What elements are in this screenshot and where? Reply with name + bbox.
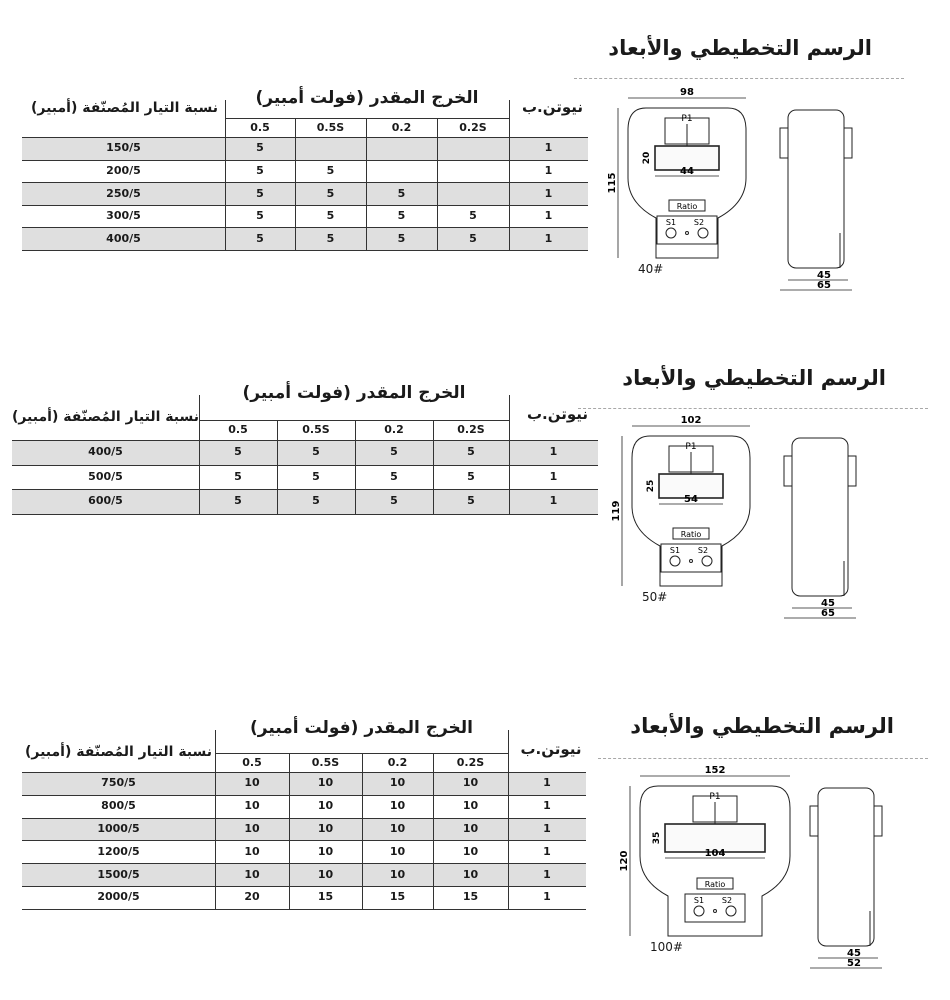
ratio-label: Ratio [704,880,726,889]
s2-label: S2 [697,546,709,555]
output-cell: 10 [244,799,260,813]
ratio-header: نسبة التيار المُصنّفة (أمبير) [30,100,219,116]
output-cell: 10 [244,844,260,858]
window-width-dimension: 104 [704,848,726,859]
output-cell: 5 [312,494,320,508]
output-cell: 10 [317,867,334,881]
width-dimension: 102 [680,415,702,426]
accuracy-class-header: 0.2 [384,423,404,436]
side-clamp-left [784,456,792,486]
row-rule [12,465,598,466]
output-cell: 10 [317,822,334,835]
p1-label: P1 [685,442,697,452]
side-view-outline [818,788,874,946]
output-rule [199,420,509,421]
output-cell: 10 [244,822,260,835]
center-hole [686,232,689,235]
height-dimension: 119 [611,500,622,522]
row-rule [22,909,586,910]
turns-cell: 1 [544,209,553,223]
turns-cell: 1 [543,867,551,881]
side-inner-dimension: 45 [817,270,831,281]
turns-header: نيوتن.ب [520,740,582,758]
accuracy-class-header: 0.5 [250,121,270,134]
output-cell: 5 [326,163,335,177]
ratio-cell: 750/5 [101,776,136,790]
turns-cell: 1 [544,186,553,200]
output-cell: 5 [234,469,242,483]
output-cell: 10 [244,776,260,790]
s2-screw [702,556,712,566]
ratio-cell: 300/5 [106,209,141,223]
accuracy-class-header: 0.2 [391,121,412,134]
turns-cell: 1 [549,494,558,508]
ratio-label: Ratio [676,202,698,211]
output-cell: 10 [317,799,334,813]
title-divider [598,758,928,759]
title-divider [574,78,904,79]
model-number: 40# [638,262,664,276]
s1-screw [666,228,676,238]
output-cell: 5 [467,469,475,483]
row-rule [22,863,586,864]
output-cell: 10 [389,844,406,858]
output-cell: 5 [469,209,477,223]
ratio-cell: 800/5 [101,799,136,813]
ratio-label: Ratio [680,530,702,539]
window-height-dimension: 35 [652,831,662,845]
accuracy-class-header: 0.2S [459,121,487,134]
output-cell: 10 [317,844,334,858]
turns-header: نيوتن.ب [526,405,589,423]
output-cell: 10 [462,776,479,790]
output-cell: 10 [317,776,334,790]
accuracy-class-header: 0.5S [311,756,340,769]
turns-cell: 1 [544,231,553,245]
output-cell: 5 [256,209,264,223]
output-cell: 10 [389,867,406,881]
turns-cell: 1 [544,163,553,177]
output-cell: 5 [234,494,242,508]
output-cell: 15 [462,890,479,904]
output-cell: 10 [462,844,479,858]
turns-cell: 1 [543,890,551,904]
accuracy-class-header: 0.2S [456,756,485,769]
model-number: 50# [642,590,668,604]
ratio-cell: 200/5 [106,163,141,177]
ratio-header: نسبة التيار المُصنّفة (أمبير) [24,744,213,760]
row-rule [22,250,588,251]
output-cell: 5 [390,494,398,508]
output-cell: 10 [462,867,479,881]
row-rule [22,137,588,138]
output-cell: 5 [234,445,242,459]
output-cell: 15 [389,890,406,904]
turns-cell: 1 [543,776,551,790]
output-cell: 10 [462,822,479,835]
output-cell: 20 [244,890,260,904]
ratio-cell: 1200/5 [97,844,140,858]
center-hole [714,910,717,913]
output-header: الخرج المقدر (فولت أمبير) [255,88,479,108]
turns-cell: 1 [543,799,551,813]
side-clamp-left [780,128,788,158]
column-rule [295,118,296,250]
column-rule [508,730,509,909]
output-cell: 5 [397,209,406,223]
output-cell: 5 [467,494,475,508]
model-number: 100# [650,940,683,954]
output-cell: 5 [326,186,335,200]
p1-label: P1 [681,114,693,124]
row-rule [22,818,586,819]
ratio-header: نسبة التيار المُصنّفة (أمبير) [11,409,199,425]
column-rule [437,118,438,250]
output-cell: 5 [390,469,398,483]
s2-screw [698,228,708,238]
side-clamp-right [874,806,882,836]
accuracy-class-header: 0.5S [302,423,330,436]
row-rule [12,440,598,441]
turns-cell: 1 [543,844,551,858]
row-rule [22,772,586,773]
output-cell: 5 [256,163,264,177]
row-rule [22,205,588,206]
width-dimension: 152 [704,765,726,776]
output-cell: 5 [312,469,320,483]
turns-cell: 1 [549,445,558,459]
row-rule [22,840,586,841]
row-rule [12,489,598,490]
output-cell: 10 [389,776,406,790]
section-title: الرسم التخطيطي والأبعاد [622,366,886,390]
column-rule [366,118,367,250]
ratio-cell: 400/5 [88,445,123,459]
dimension-drawing [611,414,914,619]
row-rule [12,514,598,515]
output-cell: 10 [244,867,260,881]
accuracy-class-header: 0.5S [316,121,345,134]
output-rule [225,118,509,119]
side-outer-dimension: 65 [821,608,835,619]
s1-label: S1 [669,546,681,555]
side-outer-dimension: 65 [817,280,831,291]
output-header: الخرج المقدر (فولت أمبير) [249,718,473,738]
output-header: الخرج المقدر (فولت أمبير) [242,383,466,403]
height-dimension: 115 [607,172,618,194]
height-dimension: 120 [619,850,630,872]
row-rule [22,160,588,161]
output-cell: 10 [462,799,479,813]
window-height-dimension: 20 [642,151,652,165]
row-rule [22,795,586,796]
center-hole [690,560,693,563]
accuracy-class-header: 0.2 [387,756,408,769]
ratio-cell: 1000/5 [97,822,140,835]
s1-label: S1 [693,896,705,905]
ratio-cell: 600/5 [88,494,123,508]
accuracy-class-header: 0.5 [242,756,262,769]
ratio-cell: 500/5 [88,469,123,483]
output-cell: 5 [326,209,335,223]
section-title: الرسم التخطيطي والأبعاد [608,36,872,60]
side-clamp-left [810,806,818,836]
side-inner-dimension: 45 [821,598,835,609]
turns-cell: 1 [543,822,551,835]
s2-label: S2 [721,896,733,905]
output-cell: 5 [390,445,398,459]
side-view-outline [792,438,848,596]
output-cell: 5 [312,445,320,459]
row-rule [22,886,586,887]
turns-cell: 1 [549,469,558,483]
accuracy-class-header: 0.5 [228,423,248,436]
side-view-outline [788,110,844,268]
output-cell: 5 [256,231,264,245]
dimension-drawing [607,86,910,291]
output-cell: 5 [397,186,406,200]
turns-header: نيوتن.ب [521,98,584,116]
s1-screw [670,556,680,566]
output-cell: 5 [469,231,477,245]
row-rule [22,182,588,183]
s1-label: S1 [665,218,677,227]
window-width-dimension: 54 [684,494,698,505]
dimension-drawing [619,764,922,969]
width-dimension: 98 [680,87,694,98]
side-outer-dimension: 52 [847,958,861,969]
accuracy-class-header: 0.2S [457,423,485,436]
output-cell: 10 [389,799,406,813]
output-cell: 5 [326,231,335,245]
output-cell: 5 [256,141,264,155]
ratio-cell: 1500/5 [97,867,140,881]
ratio-cell: 400/5 [106,231,141,245]
side-clamp-right [848,456,856,486]
turns-cell: 1 [544,141,553,155]
output-cell: 5 [256,186,264,200]
window-height-dimension: 25 [646,479,656,493]
section-title: الرسم التخطيطي والأبعاد [630,714,894,738]
output-cell: 10 [389,822,406,835]
s2-label: S2 [693,218,705,227]
window-width-dimension: 44 [680,166,694,177]
ratio-cell: 150/5 [106,141,141,155]
title-divider [578,408,928,409]
s1-screw [694,906,704,916]
output-cell: 5 [397,231,406,245]
p1-label: P1 [709,792,721,802]
side-inner-dimension: 45 [847,948,861,959]
ratio-cell: 250/5 [106,186,141,200]
side-clamp-right [844,128,852,158]
ratio-cell: 2000/5 [97,890,140,904]
output-cell: 5 [467,445,475,459]
output-cell: 15 [317,890,334,904]
row-rule [22,227,588,228]
s2-screw [726,906,736,916]
